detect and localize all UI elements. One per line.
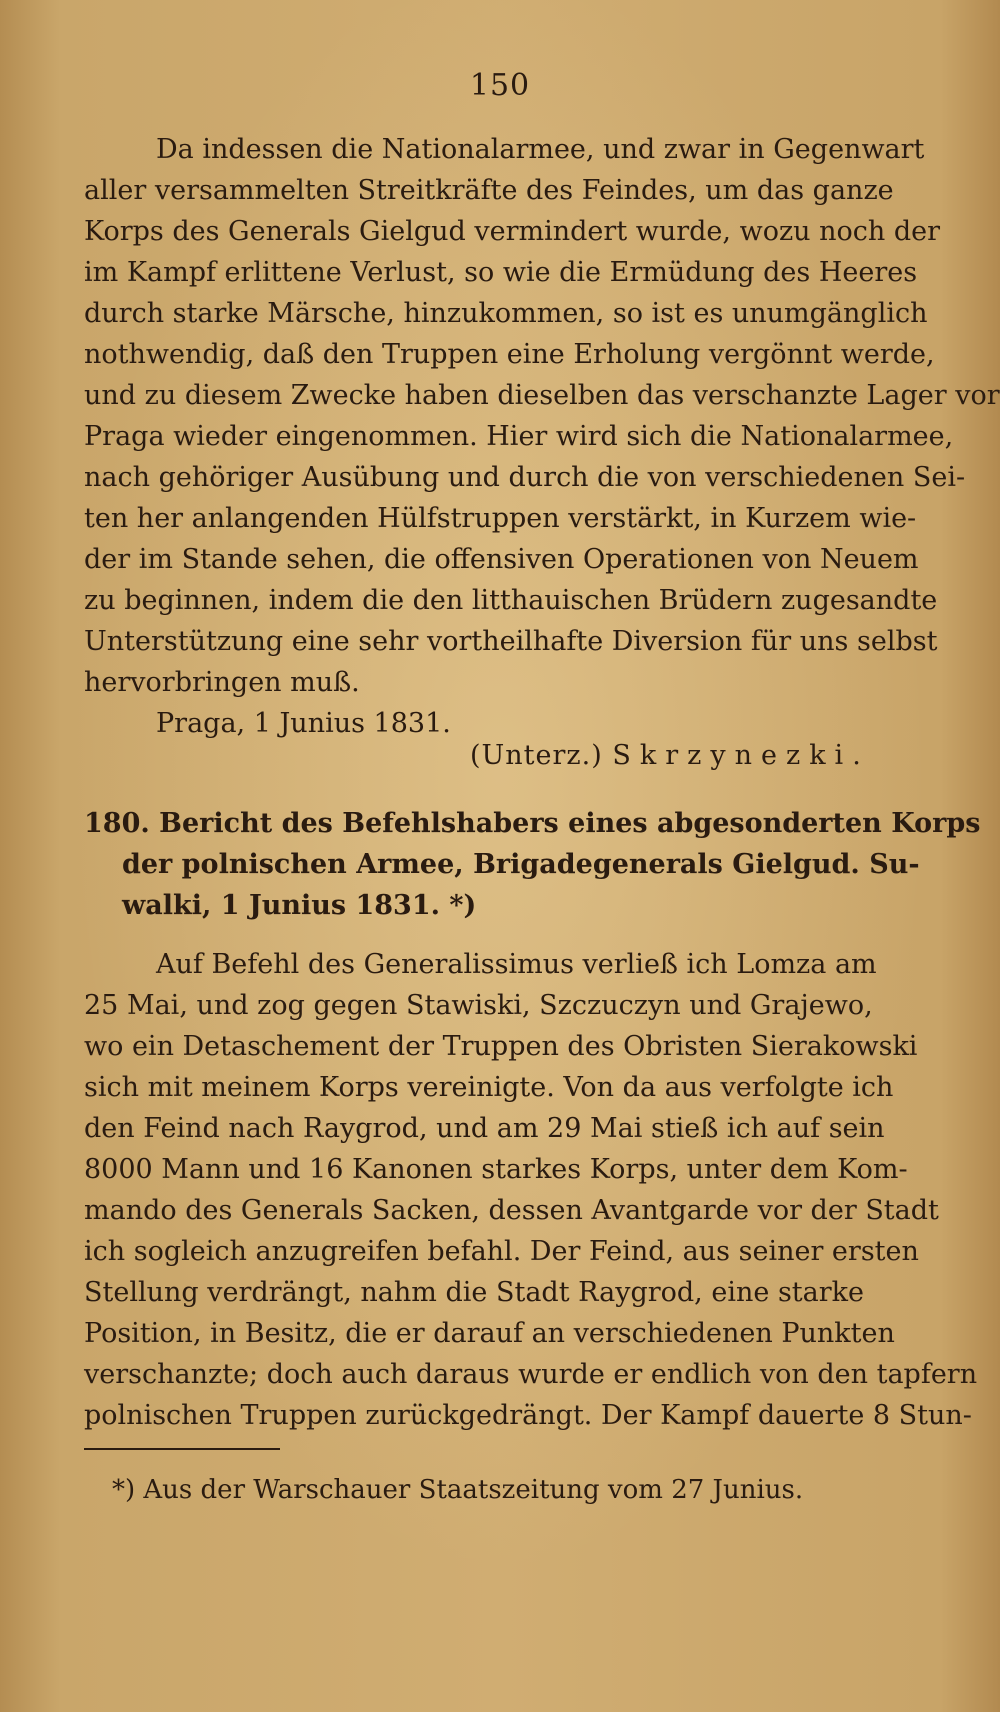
signature-prefix: (Unterz.) bbox=[470, 740, 603, 771]
signature-name: Skrzynezki. bbox=[612, 740, 870, 771]
text-line: nothwendig, daß den Truppen eine Erholung vergönnt werde, bbox=[84, 339, 935, 370]
text-line: nach gehöriger Ausübung und durch die von verschiedenen Sei- bbox=[84, 462, 966, 493]
text-line: Korps des Generals Gielgud vermindert wurde, wozu noch der bbox=[84, 216, 941, 247]
signature bbox=[470, 736, 870, 776]
text-line: Praga wieder eingenommen. Hier wird sich die Nationalarmee, bbox=[84, 421, 954, 452]
text-line: Auf Befehl des Generalissimus verließ ich Lomza am bbox=[156, 949, 877, 980]
text-line: mando des Generals Sacken, dessen Avantgarde vor der Stadt bbox=[84, 1195, 939, 1226]
text-line: aller versammelten Streitkräfte des Feindes, um das ganze bbox=[84, 175, 894, 206]
footnote: *) Aus der Warschauer Staatszeitung vom 27 Junius. bbox=[112, 1475, 804, 1505]
text-line: hervorbringen muß. bbox=[84, 667, 360, 698]
text-line: durch starke Märsche, hinzukommen, so ist es unumgänglich bbox=[84, 298, 928, 329]
heading-line bbox=[84, 804, 981, 844]
heading-text: Bericht des Befehlshabers eines abgesonderten Korps bbox=[159, 808, 981, 839]
dateline: Praga, 1 Junius 1831. bbox=[156, 708, 451, 739]
text-line: polnischen Truppen zurückgedrängt. Der Kampf dauerte 8 Stun- bbox=[84, 1400, 972, 1431]
text-line: ich sogleich anzugreifen befahl. Der Feind, aus seiner ersten bbox=[84, 1236, 919, 1267]
text-line: Da indessen die Nationalarmee, und zwar in Gegenwart bbox=[156, 134, 925, 165]
text-line: ten her anlangenden Hülfstruppen verstärkt, in Kurzem wie- bbox=[84, 503, 917, 534]
text-line: und zu diesem Zwecke haben dieselben das verschanzte Lager vor bbox=[84, 380, 1000, 411]
heading-line: walki, 1 Junius 1831. *) bbox=[122, 890, 477, 921]
section-number: 180. bbox=[84, 808, 150, 839]
text-line: 25 Mai, und zog gegen Stawiski, Szczuczyn und Grajewo, bbox=[84, 990, 873, 1021]
text-line: Position, in Besitz, die er darauf an verschiedenen Punkten bbox=[84, 1318, 895, 1349]
text-line: im Kampf erlittene Verlust, so wie die Ermüdung des Heeres bbox=[84, 257, 918, 288]
text-line: zu beginnen, indem die den litthauischen Brüdern zugesandte bbox=[84, 585, 938, 616]
text-line: Unterstützung eine sehr vortheilhafte Diversion für uns selbst bbox=[84, 626, 938, 657]
text-line: den Feind nach Raygrod, und am 29 Mai stieß ich auf sein bbox=[84, 1113, 885, 1144]
text-line: der im Stande sehen, die offensiven Operationen von Neuem bbox=[84, 544, 919, 575]
page-number: 150 bbox=[469, 68, 531, 103]
text-line: sich mit meinem Korps vereinigte. Von da aus verfolgte ich bbox=[84, 1072, 894, 1103]
footnote-divider bbox=[84, 1448, 280, 1450]
text-line: wo ein Detaschement der Truppen des Obristen Sierakowski bbox=[84, 1031, 918, 1062]
heading-line: der polnischen Armee, Brigadegenerals Gielgud. Su- bbox=[122, 849, 920, 880]
text-line: Stellung verdrängt, nahm die Stadt Raygrod, eine starke bbox=[84, 1277, 864, 1308]
text-line: 8000 Mann und 16 Kanonen starkes Korps, unter dem Kom- bbox=[84, 1154, 908, 1185]
text-line: verschanzte; doch auch daraus wurde er endlich von den tapfern bbox=[84, 1359, 978, 1390]
